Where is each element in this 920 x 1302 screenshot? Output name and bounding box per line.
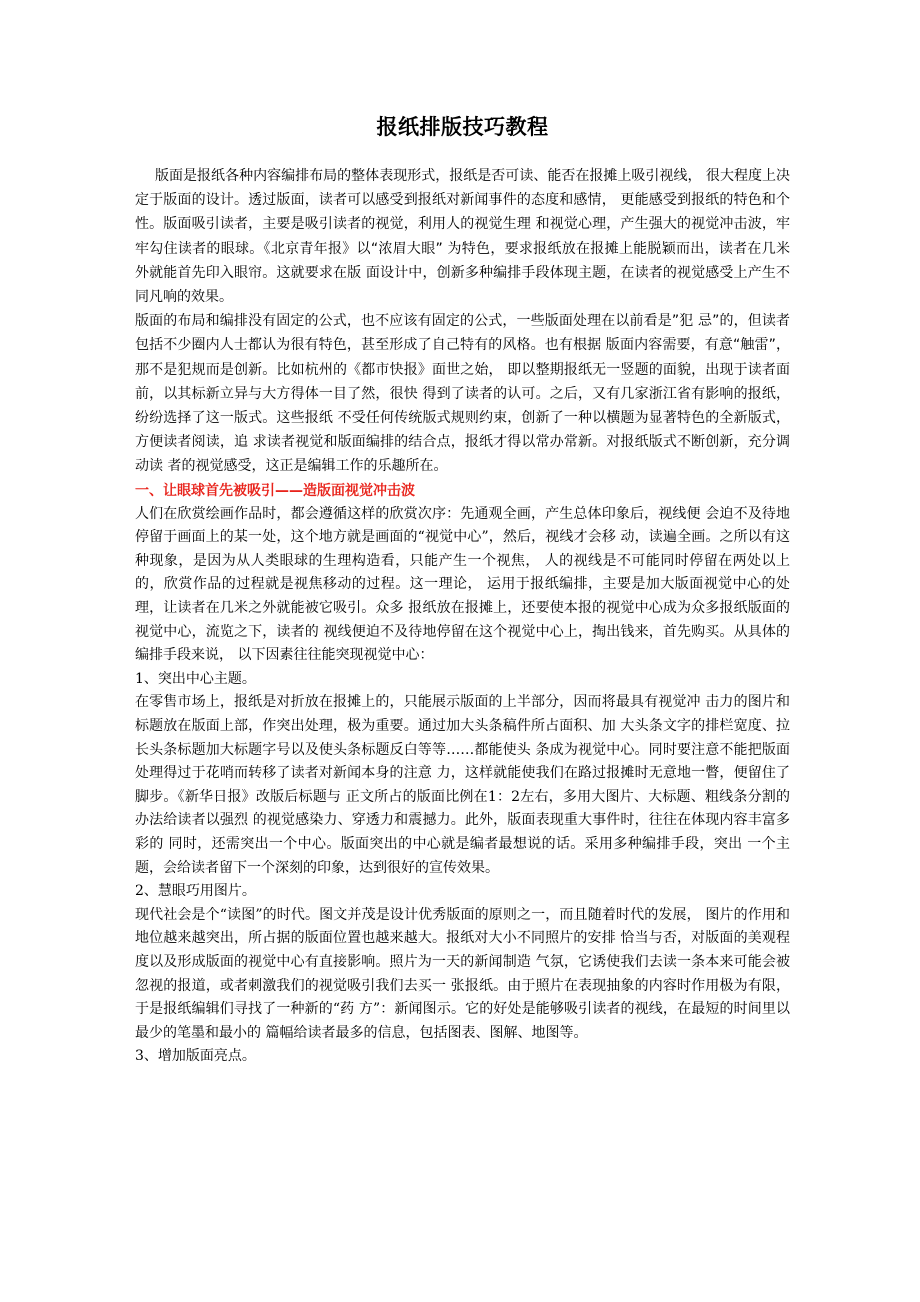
intro-paragraph: 版面的布局和编排没有固定的公式，也不应该有固定的公式，一些版面处理在以前看是”犯 忌”的，但读者包括不少圈内人士都认为很有特色，甚至形成了自己特有的风格。也有根据 版面内容需要，有意“触雷”，那不是犯规而是创新。比如杭州的《都市快报》面世之始， 即以整期报纸无一竖题的面貌，出现于读者面前，以其标新立异与大方得体一目了然，很快 得到了读者的认可。之后，又有几家浙江省有影响的报纸，纷纷选择了这一版式。这些报纸 不受任何传统版式规则约束，创新了一种以横题为显著特色的全新版式，方便读者阅读，追 求读者视觉和版面编排的结合点，报纸才得以常办常新。对报纸版式不断创新，充分调动读 者的视觉感受，这正是编辑工作的乐趣所在。 bbox=[135, 313, 790, 475]
item-heading: 1、突出中心主题。 bbox=[135, 670, 256, 687]
document-page bbox=[135, 0, 790, 1069]
intro-paragraph: 版面是报纸各种内容编排布局的整体表现形式，报纸是否可读、能否在报摊上吸引视线， 很大程度上决定于版面的设计。透过版面，读者可以感受到报纸对新闻事件的态度和感情， 更能感受到报纸的特色和个性。版面吸引读者，主要是吸引读者的视觉，利用人的视觉生理 和视觉心理，产生强大的视觉冲击波，牢牢勾住读者的眼球。《北京青年报》以“浓眉大眼” 为特色，要求报纸放在报摊上能脱颖而出，读者在几米外就能首先印入眼帘。这就要求在版 面设计中，创新多种编排手段体现主题，在读者的视觉感受上产生不同凡响的效果。 bbox=[135, 168, 790, 306]
document-title: 报纸排版技巧教程 bbox=[376, 115, 549, 139]
item-body-paragraph: 现代社会是个“读图”的时代。图文并茂是设计优秀版面的原则之一，而且随着时代的发展， 图片的作用和地位越来越突出，所占据的版面位置也越来越大。报纸对大小不同照片的安排 恰当与否，对版面的美观程度以及形成版面的视觉中心有直接影响。照片为一天的新闻制造 气氛，它诱使我们去读一条本来可能会被忽视的报道，或者刺激我们的视觉吸引我们去买一 张报纸。由于照片在表现抽象的内容时作用极为有限，于是报纸编辑们寻找了一种新的“药 方”：新闻图示。它的好处是能够吸引读者的视线，在最短的时间里以最少的笔墨和最小的 篇幅给读者最多的信息，包括图表、图解、地图等。 bbox=[135, 906, 790, 1041]
intro-section bbox=[135, 164, 790, 479]
item-heading: 3、增加版面亮点。 bbox=[135, 1048, 256, 1065]
item-body-paragraph: 在零售市场上，报纸是对折放在报摊上的，只能展示版面的上半部分，因而将最具有视觉冲 击力的图片和标题放在版面上部，作突出处理，极为重要。通过加大头条稿件所占面积、加 大头条文字的排栏宽度、拉长头条标题加大标题字号以及使头条标题反白等等……都能使头 条成为视觉中心。同时要注意不能把版面处理得过于花哨而转移了读者对新闻本身的注意 力，这样就能使我们在路过报摊时无意地一瞥，便留住了脚步。《新华日报》改版后标题与 正文所占的版面比例在1：2左右，多用大图片、大标题、粗线条分割的办法给读者以强烈 的视觉感染力、穿透力和震撼力。此外，版面表现重大事件时，往往在体现内容丰富多彩的 同时，还需突出一个中心。版面突出的中心就是编者最想说的话。采用多种编排手段，突出 一个主题，会给读者留下一个深刻的印象，达到很好的宣传效果。 bbox=[135, 694, 790, 876]
item-heading: 2、慧眼巧用图片。 bbox=[135, 883, 256, 900]
section-intro-paragraph: 人们在欣赏绘画作品时，都会遵循这样的欣赏次序：先通观全画，产生总体印象后，视线便 会迫不及待地停留于画面上的某一处，这个地方就是画面的“视觉中心”，然后，视线才会移 动，读遍全画。之所以有这种现象，是因为从人类眼球的生理构造看，只能产生一个视焦， 人的视线是不可能同时停留在两处以上的，欣赏作品的过程就是视焦移动的过程。这一理论， 运用于报纸编排，主要是加大版面视觉中心的处理，让读者在几米之外就能被它吸引。众多 报纸放在报摊上，还要使本报的视觉中心成为众多报纸版面的视觉中心，流览之下，读者的 视线便迫不及待地停留在这个视觉中心上，掏出钱来，首先购买。从具体的编排手段来说， 以下因素往往能突现视觉中心： bbox=[135, 505, 790, 664]
section-heading: 一、让眼球首先被吸引——造版面视觉冲击波 bbox=[135, 482, 415, 499]
section-1 bbox=[135, 479, 790, 1069]
